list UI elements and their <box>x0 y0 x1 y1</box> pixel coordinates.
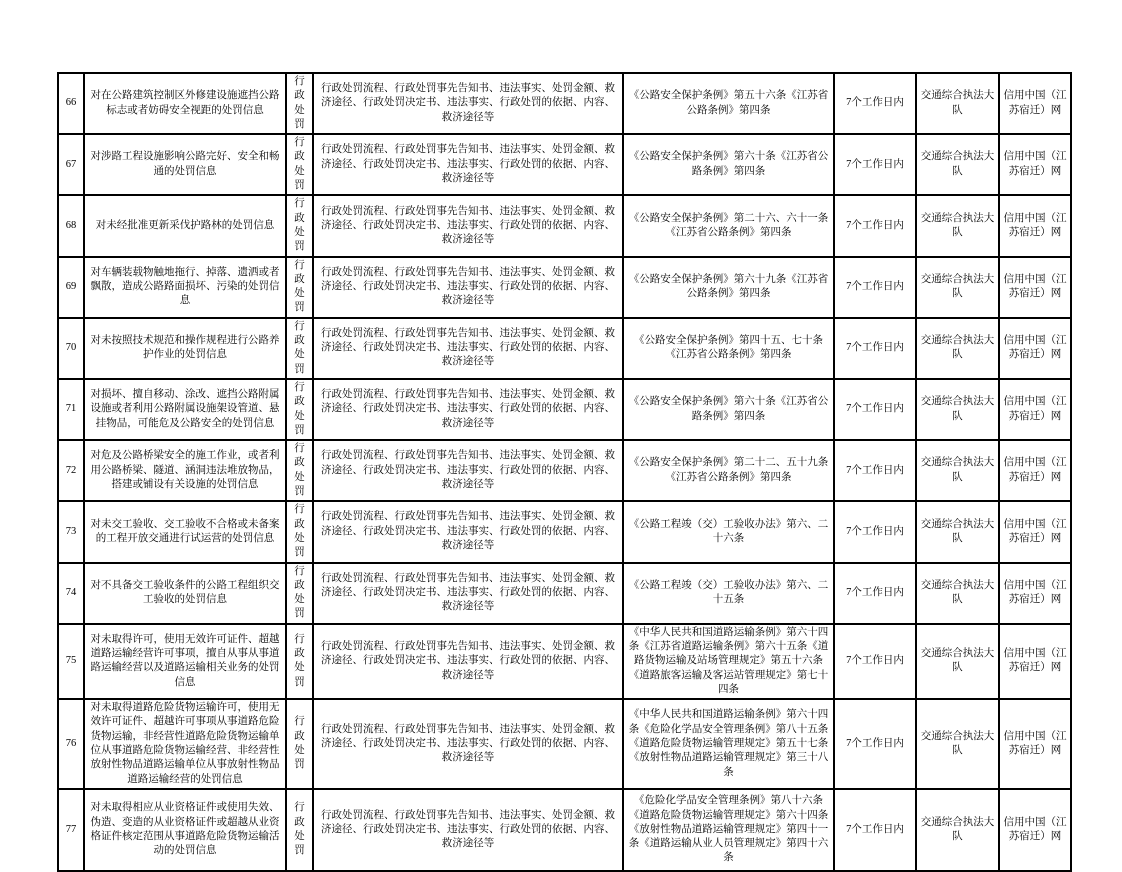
table-row <box>58 789 1071 871</box>
responsible-department: 交通综合执法大队 <box>916 440 999 501</box>
disclosure-content: 行政处罚流程、行政处罚事先告知书、违法事实、处罚金额、救济途径、行政处罚决定书、违法事实、行政处罚的依据、内容、救济途径等 <box>313 73 623 134</box>
disclosure-timeline: 7个工作日内 <box>834 789 916 871</box>
row-number: 66 <box>58 73 84 134</box>
row-number: 69 <box>58 257 84 318</box>
disclosure-timeline: 7个工作日内 <box>834 379 916 440</box>
row-number: 76 <box>58 699 84 789</box>
legal-basis: 《公路工程竣（交）工验收办法》第六、二十六条 <box>623 501 834 562</box>
penalty-item: 对未经批准更新采伐护路林的处罚信息 <box>84 195 286 256</box>
row-number: 74 <box>58 563 84 624</box>
row-number: 75 <box>58 624 84 699</box>
table-row <box>58 440 1071 501</box>
table-row <box>58 699 1071 789</box>
table-row <box>58 501 1071 562</box>
table-row <box>58 563 1071 624</box>
responsible-department: 交通综合执法大队 <box>916 699 999 789</box>
disclosure-timeline: 7个工作日内 <box>834 699 916 789</box>
legal-basis: 《中华人民共和国道路运输条例》第六十四条《江苏省道路运输条例》第六十五条《道路货物运输及站场管理规定》第五十六条《道路旅客运输及客运站管理规定》第七十四条 <box>623 624 834 699</box>
disclosure-content: 行政处罚流程、行政处罚事先告知书、违法事实、处罚金额、救济途径、行政处罚决定书、违法事实、行政处罚的依据、内容、救济途径等 <box>313 440 623 501</box>
disclosure-platform: 信用中国（江苏宿迁）网 <box>999 379 1071 440</box>
penalty-type: 行政处罚 <box>286 134 313 195</box>
legal-basis: 《公路工程竣（交）工验收办法》第六、二十五条 <box>623 563 834 624</box>
penalty-item: 对涉路工程设施影响公路完好、安全和畅通的处罚信息 <box>84 134 286 195</box>
disclosure-platform: 信用中国（江苏宿迁）网 <box>999 195 1071 256</box>
table-row <box>58 318 1071 379</box>
disclosure-timeline: 7个工作日内 <box>834 318 916 379</box>
row-number: 67 <box>58 134 84 195</box>
disclosure-timeline: 7个工作日内 <box>834 257 916 318</box>
disclosure-platform: 信用中国（江苏宿迁）网 <box>999 563 1071 624</box>
disclosure-content: 行政处罚流程、行政处罚事先告知书、违法事实、处罚金额、救济途径、行政处罚决定书、违法事实、行政处罚的依据、内容、救济途径等 <box>313 379 623 440</box>
penalty-item: 对未取得道路危险货物运输许可，使用无效许可证件、超越许可事项从事道路危险货物运输，非经营性道路危险货物运输单位从事道路危险货物运输经营、非经营性放射性物品道路运输单位从事放射性物品道路运输经营的处罚信息 <box>84 699 286 789</box>
disclosure-timeline: 7个工作日内 <box>834 624 916 699</box>
penalty-type: 行政处罚 <box>286 699 313 789</box>
row-number: 77 <box>58 789 84 871</box>
disclosure-platform: 信用中国（江苏宿迁）网 <box>999 501 1071 562</box>
disclosure-platform: 信用中国（江苏宿迁）网 <box>999 257 1071 318</box>
row-number: 71 <box>58 379 84 440</box>
disclosure-content: 行政处罚流程、行政处罚事先告知书、违法事实、处罚金额、救济途径、行政处罚决定书、违法事实、行政处罚的依据、内容、救济途径等 <box>313 134 623 195</box>
disclosure-timeline: 7个工作日内 <box>834 134 916 195</box>
penalty-item: 对未按照技术规范和操作规程进行公路养护作业的处罚信息 <box>84 318 286 379</box>
responsible-department: 交通综合执法大队 <box>916 195 999 256</box>
disclosure-platform: 信用中国（江苏宿迁）网 <box>999 440 1071 501</box>
row-number: 70 <box>58 318 84 379</box>
penalty-item: 对不具备交工验收条件的公路工程组织交工验收的处罚信息 <box>84 563 286 624</box>
penalty-type: 行政处罚 <box>286 789 313 871</box>
legal-basis: 《中华人民共和国道路运输条例》第六十四条《危险化学品安全管理条例》第八十五条《道路危险货物运输管理规定》第五十七条《放射性物品道路运输管理规定》第三十八条 <box>623 699 834 789</box>
disclosure-platform: 信用中国（江苏宿迁）网 <box>999 73 1071 134</box>
disclosure-platform: 信用中国（江苏宿迁）网 <box>999 699 1071 789</box>
responsible-department: 交通综合执法大队 <box>916 624 999 699</box>
penalty-type: 行政处罚 <box>286 440 313 501</box>
disclosure-timeline: 7个工作日内 <box>834 195 916 256</box>
responsible-department: 交通综合执法大队 <box>916 134 999 195</box>
disclosure-platform: 信用中国（江苏宿迁）网 <box>999 624 1071 699</box>
legal-basis: 《公路安全保护条例》第六十九条《江苏省公路条例》第四条 <box>623 257 834 318</box>
disclosure-content: 行政处罚流程、行政处罚事先告知书、违法事实、处罚金额、救济途径、行政处罚决定书、违法事实、行政处罚的依据、内容、救济途径等 <box>313 318 623 379</box>
penalty-item: 对在公路建筑控制区外修建设施遮挡公路标志或者妨碍安全视距的处罚信息 <box>84 73 286 134</box>
legal-basis: 《公路安全保护条例》第五十六条《江苏省公路条例》第四条 <box>623 73 834 134</box>
responsible-department: 交通综合执法大队 <box>916 73 999 134</box>
responsible-department: 交通综合执法大队 <box>916 318 999 379</box>
disclosure-timeline: 7个工作日内 <box>834 440 916 501</box>
table-row <box>58 379 1071 440</box>
responsible-department: 交通综合执法大队 <box>916 379 999 440</box>
legal-basis: 《公路安全保护条例》第六十条《江苏省公路条例》第四条 <box>623 134 834 195</box>
penalty-type: 行政处罚 <box>286 257 313 318</box>
disclosure-content: 行政处罚流程、行政处罚事先告知书、违法事实、处罚金额、救济途径、行政处罚决定书、违法事实、行政处罚的依据、内容、救济途径等 <box>313 624 623 699</box>
table-row <box>58 195 1071 256</box>
responsible-department: 交通综合执法大队 <box>916 789 999 871</box>
table-row <box>58 73 1071 134</box>
disclosure-timeline: 7个工作日内 <box>834 73 916 134</box>
disclosure-platform: 信用中国（江苏宿迁）网 <box>999 134 1071 195</box>
penalty-item: 对危及公路桥梁安全的施工作业，或者利用公路桥梁、隧道、涵洞违法堆放物品，搭建或铺设有关设施的处罚信息 <box>84 440 286 501</box>
disclosure-platform: 信用中国（江苏宿迁）网 <box>999 789 1071 871</box>
penalty-item: 对损坏、擅自移动、涂改、遮挡公路附属设施或者利用公路附属设施架设管道、悬挂物品，可能危及公路安全的处罚信息 <box>84 379 286 440</box>
penalty-type: 行政处罚 <box>286 318 313 379</box>
disclosure-timeline: 7个工作日内 <box>834 563 916 624</box>
disclosure-content: 行政处罚流程、行政处罚事先告知书、违法事实、处罚金额、救济途径、行政处罚决定书、违法事实、行政处罚的依据、内容、救济途径等 <box>313 699 623 789</box>
table-row <box>58 134 1071 195</box>
penalty-item: 对未取得许可，使用无效许可证件、超越道路运输经营许可事项，擅自从事从事道路运输经营以及道路运输相关业务的处罚信息 <box>84 624 286 699</box>
penalty-item: 对未交工验收、交工验收不合格或未备案的工程开放交通进行试运营的处罚信息 <box>84 501 286 562</box>
disclosure-timeline: 7个工作日内 <box>834 501 916 562</box>
row-number: 73 <box>58 501 84 562</box>
disclosure-content: 行政处罚流程、行政处罚事先告知书、违法事实、处罚金额、救济途径、行政处罚决定书、违法事实、行政处罚的依据、内容、救济途径等 <box>313 195 623 256</box>
disclosure-content: 行政处罚流程、行政处罚事先告知书、违法事实、处罚金额、救济途径、行政处罚决定书、违法事实、行政处罚的依据、内容、救济途径等 <box>313 501 623 562</box>
legal-basis: 《危险化学品安全管理条例》第八十六条《道路危险货物运输管理规定》第六十四条《放射性物品道路运输管理规定》第四十一条《道路运输从业人员管理规定》第四十六条 <box>623 789 834 871</box>
disclosure-platform: 信用中国（江苏宿迁）网 <box>999 318 1071 379</box>
row-number: 68 <box>58 195 84 256</box>
penalty-type: 行政处罚 <box>286 563 313 624</box>
penalty-type: 行政处罚 <box>286 624 313 699</box>
legal-basis: 《公路安全保护条例》第六十条《江苏省公路条例》第四条 <box>623 379 834 440</box>
legal-basis: 《公路安全保护条例》第二十六、六十一条《江苏省公路条例》第四条 <box>623 195 834 256</box>
disclosure-content: 行政处罚流程、行政处罚事先告知书、违法事实、处罚金额、救济途径、行政处罚决定书、违法事实、行政处罚的依据、内容、救济途径等 <box>313 257 623 318</box>
penalty-item: 对车辆装载物触地拖行、掉落、遗洒或者飘散，造成公路路面损坏、污染的处罚信息 <box>84 257 286 318</box>
penalty-item: 对未取得相应从业资格证件或使用失效、伪造、变造的从业资格证件或超越从业资格证件核定范围从事道路危险货物运输活动的处罚信息 <box>84 789 286 871</box>
legal-basis: 《公路安全保护条例》第四十五、七十条《江苏省公路条例》第四条 <box>623 318 834 379</box>
penalty-type: 行政处罚 <box>286 195 313 256</box>
responsible-department: 交通综合执法大队 <box>916 501 999 562</box>
penalty-type: 行政处罚 <box>286 379 313 440</box>
responsible-department: 交通综合执法大队 <box>916 563 999 624</box>
penalty-disclosure-table <box>57 72 1072 872</box>
penalty-type: 行政处罚 <box>286 501 313 562</box>
disclosure-content: 行政处罚流程、行政处罚事先告知书、违法事实、处罚金额、救济途径、行政处罚决定书、违法事实、行政处罚的依据、内容、救济途径等 <box>313 563 623 624</box>
penalty-type: 行政处罚 <box>286 73 313 134</box>
table-row <box>58 257 1071 318</box>
legal-basis: 《公路安全保护条例》第二十二、五十九条《江苏省公路条例》第四条 <box>623 440 834 501</box>
table-row <box>58 624 1071 699</box>
disclosure-content: 行政处罚流程、行政处罚事先告知书、违法事实、处罚金额、救济途径、行政处罚决定书、违法事实、行政处罚的依据、内容、救济途径等 <box>313 789 623 871</box>
responsible-department: 交通综合执法大队 <box>916 257 999 318</box>
row-number: 72 <box>58 440 84 501</box>
